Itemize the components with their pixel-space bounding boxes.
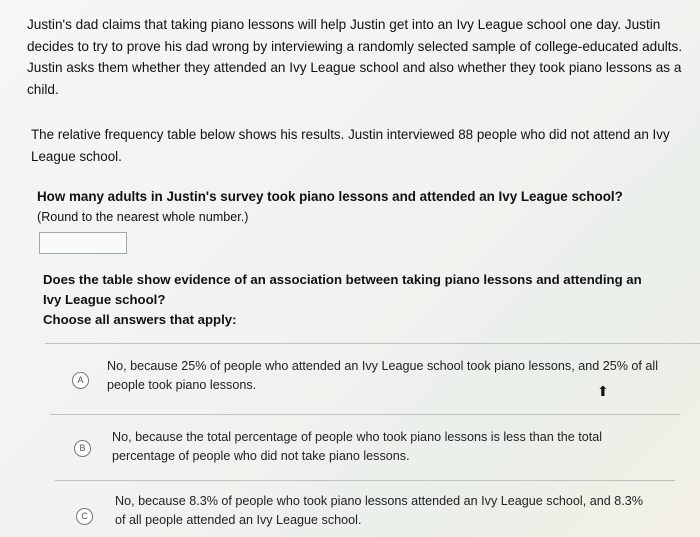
question-1 <box>37 187 677 227</box>
question-1-note: (Round to the nearest whole number.) <box>37 210 249 224</box>
divider <box>45 343 700 344</box>
question-2-text: Does the table show evidence of an association between taking piano lessons and attending an Ivy League school? <box>43 272 642 307</box>
answer-input[interactable] <box>39 232 127 254</box>
option-b-text: No, because the total percentage of people who took piano lessons is less than the total percentage of people who did not take piano lessons. <box>112 430 603 463</box>
mouse-cursor-icon: ⬆ <box>597 383 609 399</box>
problem-intro: Justin's dad claims that taking piano lessons will help Justin get into an Ivy League school one day. Justin decides to try to prove his dad wrong by interviewing a randomly selected sample of college-educated adults. Justin asks them whether they attended an Ivy League school and also whether they took piano lessons as a child. <box>27 17 683 97</box>
option-a-text: No, because 25% of people who attended an Ivy League school took piano lessons, and 25% of all people took piano lessons. <box>107 359 659 392</box>
radio-a[interactable]: A <box>72 372 89 389</box>
radio-c[interactable]: C <box>76 508 93 525</box>
divider <box>55 480 675 481</box>
table-description: The relative frequency table below shows his results. Justin interviewed 88 people who did not attend an Ivy League school. <box>31 127 670 164</box>
question-2-note: Choose all answers that apply: <box>43 312 237 327</box>
radio-b[interactable]: B <box>74 440 91 457</box>
divider <box>50 414 680 415</box>
question-1-text: How many adults in Justin's survey took piano lessons and attended an Ivy League school? <box>37 189 623 204</box>
question-2 <box>43 270 663 330</box>
option-c-text: No, because 8.3% of people who took piano lessons attended an Ivy League school, and 8.3% of all people attended an Ivy League school. <box>115 494 643 527</box>
